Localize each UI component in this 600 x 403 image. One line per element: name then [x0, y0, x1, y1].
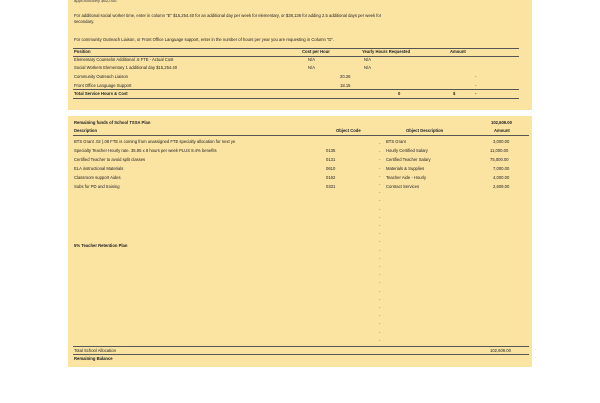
total-allocation-top-line — [73, 346, 529, 347]
plan-row-object-code: 0610 — [326, 166, 336, 171]
plan-row-description: Certified Teacher to avoid split classes — [74, 157, 146, 162]
plan-header-line — [73, 135, 529, 136]
total-allocation-label: Total School Allocation — [74, 348, 116, 353]
cut-off-text: approximately $62,000. — [74, 0, 118, 3]
plan-row-object-description: Materials & Supplies — [386, 166, 425, 171]
object-code-dash: - — [379, 304, 381, 309]
object-code-dash: - — [379, 279, 381, 285]
plan-row-amount: 2,609.00 — [493, 184, 510, 189]
amount-header: Amount — [450, 49, 466, 54]
plan-row-object-description: Certified Teacher Salary — [386, 157, 431, 162]
service-row-cost: 18.15 — [340, 83, 351, 88]
object-code-dash: - — [379, 181, 381, 186]
object-code-dash: - — [379, 320, 381, 326]
spreadsheet-sheet — [68, 0, 532, 367]
service-total-top-line — [73, 89, 519, 90]
object-code-dash: - — [379, 287, 381, 293]
object-code-dash: - — [379, 205, 381, 211]
service-row-position: Front Office Language Support — [74, 83, 132, 88]
service-total-bottom-line — [73, 98, 519, 99]
plan-row-description: Specialty Teacher Hourly rate. 35.95 x 8 hours per week PLUS 8.4% benefits — [74, 148, 217, 153]
yearly-hours-header: Yearly Hours Requested — [362, 49, 411, 54]
section-gap — [68, 110, 532, 116]
service-row-cost: N/A — [308, 65, 315, 70]
plan-row-description: Subs for PD and training — [74, 184, 120, 189]
object-code-dash: - — [379, 156, 381, 162]
plan-row-object-description: Contract Services — [386, 184, 420, 189]
service-row-position: Community Outreach Liaison — [74, 74, 128, 79]
plan-row-amount: 4,000.00 — [493, 175, 510, 180]
object-code-dash: - — [379, 271, 381, 277]
object-code-dash: - — [379, 246, 381, 252]
total-service-hours: 0 — [398, 91, 401, 96]
plan-row-object-code: 0131 — [326, 157, 336, 162]
object-code-dash: - — [379, 263, 381, 268]
service-row-position: Social Workers Elementary 1 additional day $15,254.40 — [74, 65, 178, 70]
social-worker-note: For additional social worker time, enter in column "E" $15,254.40 for an additional day per week for elementary, or $38,136 for adding 2.5 additional days per week for — [74, 13, 382, 18]
position-header: Position — [74, 49, 91, 54]
object-code-dash: - — [379, 336, 381, 342]
service-row-amount: - — [475, 74, 477, 79]
plan-row-description: ELA instructional Materials — [74, 166, 124, 171]
plan-row-amount: 11,000.00 — [490, 148, 509, 153]
plan-row-object-description: BTS Grant — [386, 139, 406, 144]
plan-row-amount: 3,000.00 — [493, 139, 510, 144]
service-row-cost: N/A — [308, 57, 315, 62]
plan-row-object-code: 0135 — [326, 148, 336, 153]
plan-row-object-code: 0162 — [326, 175, 336, 180]
object-code-dash: - — [379, 189, 381, 195]
object-code-dash: - — [379, 254, 381, 260]
plan-title-amount: 102,609.00 — [491, 120, 512, 125]
plan-row-amount: 75,000.00 — [490, 157, 509, 162]
object-code-dash: - — [379, 312, 381, 318]
object-code-dash: - — [379, 148, 381, 154]
plan-row-amount: 7,000.00 — [493, 166, 510, 171]
total-allocation-amount: 102,609.00 — [490, 348, 511, 353]
social-worker-note-cont: secondary. — [74, 19, 95, 24]
total-service-label: Total Service Hours & Cost — [74, 91, 128, 96]
service-row-cost: 20.26 — [340, 74, 351, 79]
retention-plan-label: 5% Teacher Retention Plan — [74, 243, 128, 248]
plan-row-object-code: 0331 — [326, 184, 336, 189]
object-code-dash: - — [379, 164, 381, 170]
plan-row-object-description: Hourly Certified Salary — [386, 148, 428, 153]
object-code-dash: - — [379, 295, 381, 301]
total-service-currency: $ — [453, 91, 456, 96]
object-code-dash: - — [379, 222, 381, 227]
plan-row-description: BTS Grant .02 (.08 FTE is coming from unassigned FTE specialty allocation for next ye — [74, 139, 236, 144]
remaining-balance-label: Remaining Balance — [74, 356, 113, 361]
object-code-dash: - — [379, 328, 381, 334]
remaining-balance-top-line — [73, 354, 529, 355]
service-row-hours: N/A — [364, 65, 371, 70]
object-description-header: Object Description — [406, 128, 444, 133]
total-service-amount: - — [475, 91, 477, 96]
object-code-dash: - — [379, 172, 381, 178]
community-outreach-note: For community Outreach Liaison, or Front Office Language support, enter in the number of hours per year you are requesting in Column "D". — [74, 37, 335, 42]
service-row-amount: - — [475, 83, 477, 88]
plan-row-description: Classroom support Aides — [74, 175, 121, 180]
plan-title: Remaining funds of School TSSA Plan — [74, 120, 151, 125]
object-code-dash: - — [379, 238, 381, 244]
service-row-position: Elementary Counselor Additional .5 FTE - Actual Cost — [74, 57, 174, 62]
description-header: Description — [74, 128, 98, 133]
object-code-header: Object Code — [336, 128, 361, 133]
plan-row-object-description: Teacher Aide - Hourly — [386, 175, 427, 180]
object-code-dash: - — [379, 230, 381, 236]
object-code-dash: - — [379, 197, 381, 203]
plan-amount-header: Amount — [494, 128, 510, 133]
object-code-dash: - — [379, 140, 381, 145]
service-row-hours: N/A — [364, 57, 371, 62]
cost-per-hour-header: Cost per Hour — [302, 49, 330, 54]
object-code-dash: - — [379, 213, 381, 219]
